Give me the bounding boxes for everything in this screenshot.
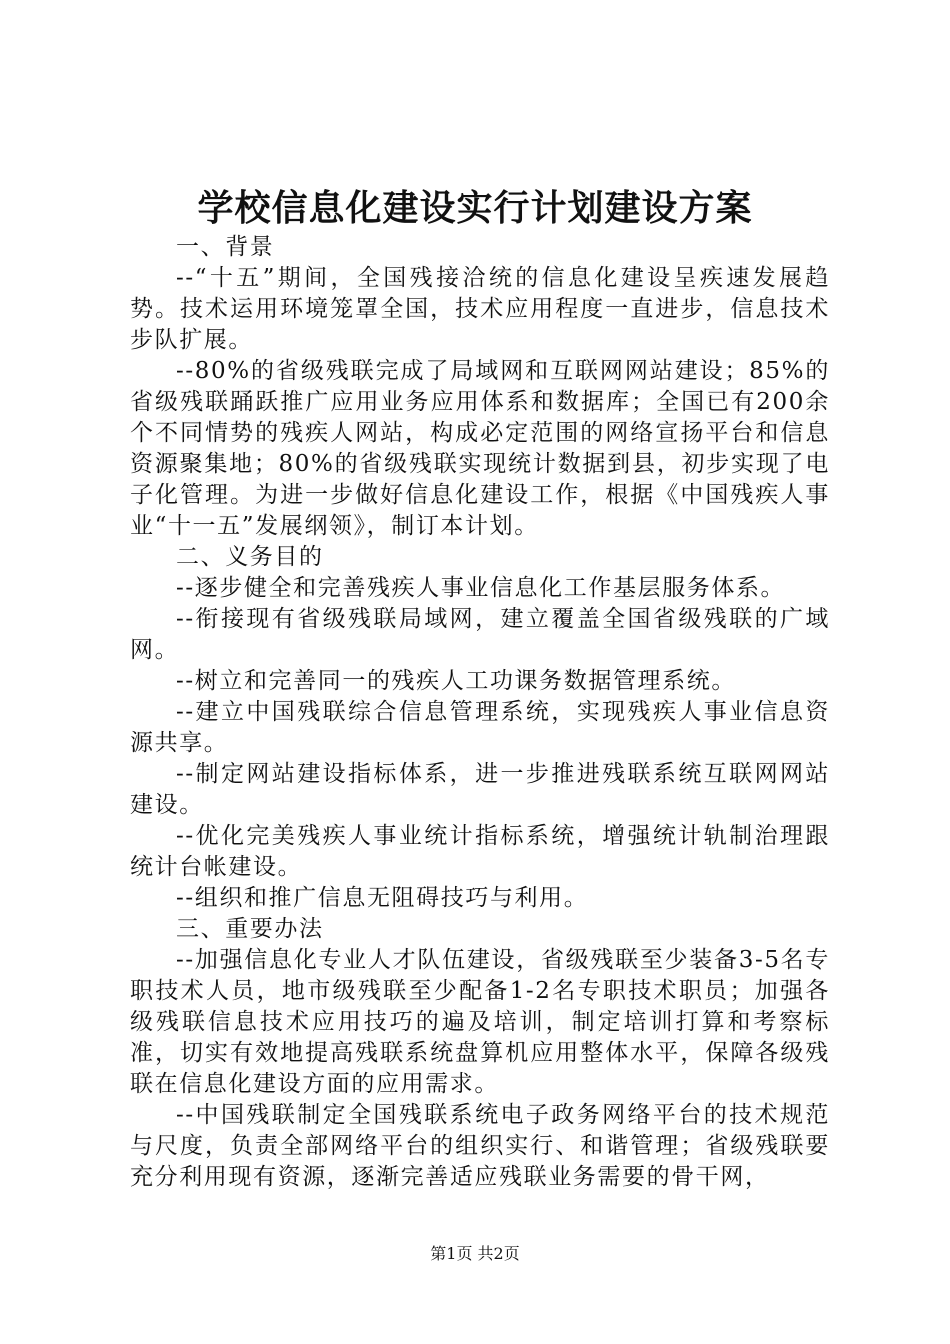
page-footer: 第1页 共2页 <box>430 1244 520 1263</box>
paragraph: --80%的省级残联完成了局域网和互联网网站建设；85%的省级残联踊跃推广应用业务应用体系和数据库；全国已有200余个不同情势的残疾人网站，构成必定范围的网络宣扬平台和信息资源聚集地；80%的省级残联实现统计数据到县，初步实现了电子化管理。为进一步做好信息化建设工作，根据《中国残疾人事业“十一五”发展纲领》，制订本计划。 <box>130 358 830 539</box>
paragraph: --加强信息化专业人才队伍建设，省级残联至少装备3-5名专职技术人员，地市级残联至少配备1-2名专职技术职员；加强各级残联信息技术应用技巧的遍及培训，制定培训打算和考察标准，切实有效地提高残联系统盘算机应用整体水平，保障各级残联在信息化建设方面的应用需求。 <box>130 947 830 1097</box>
paragraph: --树立和完善同一的残疾人工功课务数据管理系统。 <box>176 668 736 694</box>
paragraph: --制定网站建设指标体系，进一步推进残联系统互联网网站建设。 <box>130 761 830 818</box>
document-title: 学校信息化建设实行计划建设方案 <box>197 187 753 229</box>
section-heading-goals: 二、义务目的 <box>176 544 324 570</box>
paragraph: --“十五”期间，全国残接洽统的信息化建设呈疾速发展趋势。技术运用环境笼罩全国，技术应用程度一直进步，信息技术步队扩展。 <box>130 265 830 353</box>
paragraph: --组织和推广信息无阻碍技巧与利用。 <box>176 885 589 911</box>
paragraph: --优化完美残疾人事业统计指标系统，增强统计轨制治理跟统计台帐建设。 <box>130 823 830 880</box>
paragraph: --中国残联制定全国残联系统电子政务网络平台的技术规范与尺度，负责全部网络平台的组织实行、和谐管理；省级残联要充分利用现有资源，逐渐完善适应残联业务需要的骨干网， <box>130 1102 830 1190</box>
document-body <box>130 232 830 1193</box>
paragraph: --逐步健全和完善残疾人事业信息化工作基层服务体系。 <box>176 575 786 601</box>
paragraph: --衔接现有省级残联局域网，建立覆盖全国省级残联的广域网。 <box>130 606 830 663</box>
paragraph: --建立中国残联综合信息管理系统，实现残疾人事业信息资源共享。 <box>130 699 830 756</box>
section-heading-background: 一、背景 <box>176 234 275 260</box>
section-heading-measures: 三、重要办法 <box>176 916 324 942</box>
